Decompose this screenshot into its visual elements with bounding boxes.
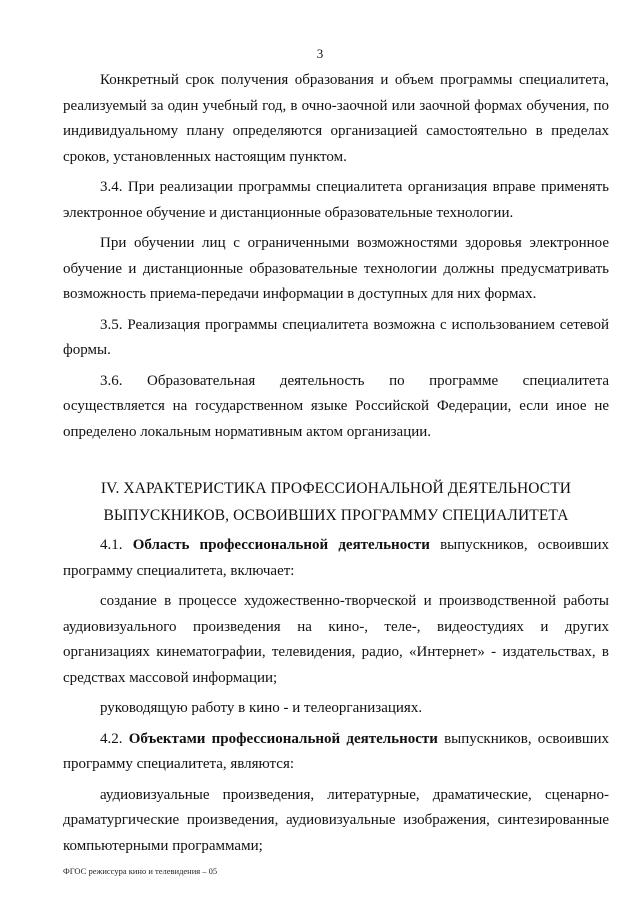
section-title xyxy=(63,475,609,529)
section-title-line-1: IV. ХАРАКТЕРИСТИКА ПРОФЕССИОНАЛЬНОЙ ДЕЯТЕЛЬНОСТИ xyxy=(100,480,572,497)
paragraph-4-1 xyxy=(63,533,609,584)
paragraph-4-2-text: выпускников, освоивших программу специалитета, являются: xyxy=(63,730,610,772)
list-item: руководящую работу в кино - и телеорганизациях. xyxy=(100,700,423,716)
paragraph-study-period: Конкретный срок получения образования и объем программы специалитета, реализуемый за один учебный год, в очно-заочной или заочной формах обучения, по индивидуальному плану определяются организацией самостоятельно в пределах сроков, установленных настоящим пунктом. xyxy=(63,72,609,165)
paragraph-4-2-number: 4.2. xyxy=(100,730,123,747)
paragraph-3-6-first-line: 3.6. Образовательная деятельность по программе специалитета xyxy=(100,372,609,389)
paragraph-3-6-rest: осуществляется на государственном языке Российской Федерации, если иное не определено локальным нормативным актом организации. xyxy=(63,398,609,440)
section-title-line-2: ВЫПУСКНИКОВ, ОСВОИВШИХ ПРОГРАММУ СПЕЦИАЛИТЕТА xyxy=(103,507,569,524)
paragraph-4-2 xyxy=(63,727,609,778)
paragraph-4-2-bold: Объектами профессиональной деятельности xyxy=(128,730,438,747)
footer-note: ФГОС режиссура кино и телевидения – 05 xyxy=(63,866,218,876)
paragraph-4-1-text: выпускников, освоивших программу специалитета, включает: xyxy=(63,537,610,579)
paragraph-3-5: 3.5. Реализация программы специалитета возможна с использованием сетевой формы. xyxy=(63,316,609,358)
list-item: аудиовизуальные произведения, литературные, драматические, сценарно-драматургические произведения, аудиовизуальные изображения, синтезированные компьютерными программами; xyxy=(63,786,609,854)
paragraph-disabilities: При обучении лиц с ограниченными возможностями здоровья электронное обучение и дистанционные образовательные технологии должны предусматривать возможность приема-передачи информации в доступных для них формах. xyxy=(63,235,609,302)
paragraph-4-1-bold: Область профессиональной деятельности xyxy=(132,537,430,553)
page-number: 3 xyxy=(316,46,324,61)
list-item: создание в процессе художественно-творческой и производственной работы аудиовизуального произведения на кино-, теле-, видеостудиях и других организациях кинематографии, телевидения, радио, «Интернет» - издательствах, в средствах массовой информации; xyxy=(63,593,609,686)
paragraph-4-1-number: 4.1. xyxy=(100,537,123,553)
paragraph-3-4: 3.4. При реализации программы специалитета организация вправе применять электронное обучение и дистанционные образовательные технологии. xyxy=(63,179,609,221)
document-body xyxy=(63,68,609,864)
